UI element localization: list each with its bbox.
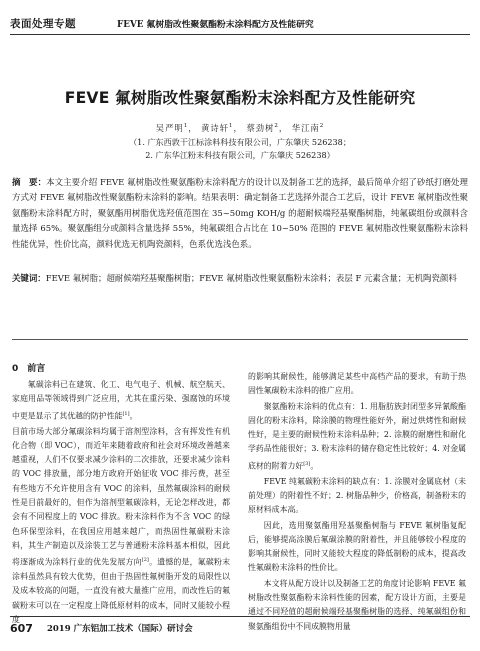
paragraph-text: 因此，选用聚氨酯用羟基聚酯树脂与 FEVE 氟树脂复配后，能够提高涂膜后氟碳涂膜的附着性，并且能够较小程度的影响其耐候性，同时又能较大程度的降低制粉的成本，提高改性氟碳粉末涂料的性价比。 bbox=[248, 520, 466, 573]
body-paragraph bbox=[12, 425, 230, 628]
paragraph-tail: 。 bbox=[310, 461, 319, 471]
paragraph-tail: 。遗憾的是，氟碳粉末涂料虽然具有较大优势，但由于热固性氟树脂开发的局限性以及成本较高的问题，一直没有被大量推广应用，而改性后的氟碳粉末可以在一定程度上降低原材料的成本，同时又能较小程度 bbox=[12, 557, 230, 624]
paragraph-tail: 。 bbox=[129, 411, 138, 421]
article-title: FEVE 氟树脂改性聚氨酯粉末涂料配方及性能研究 bbox=[64, 89, 416, 107]
paragraph-text: 目前市场大部分氟碳涂料均属于溶剂型涂料，含有挥发性有机化合物（即 VOC），而近年来随着政府和社会对环境改善越来越重视，人们不仅要求减少涂料的二次排放，还要求减少涂料的 VOC 排放量，部分地方政府开始征收 VOC 排污费，甚至有些地方不允许使用含有 VOC 的涂料，虽然氟碳涂料的耐候性是目前最好的，但作为溶剂型氟碳涂料，无论怎样改进，都会有不同程度上的 VOC 排放。粉末涂料作为不含 VOC 的绿色环保型涂料，在我国应用越来越广，而热固性氟碳粉末涂料，其生产制造以及涂装工艺与普通粉末涂料基本相似，因此将逐渐成为涂料行业的优先发展方向 bbox=[12, 426, 230, 567]
running-header bbox=[10, 15, 470, 35]
body-paragraph bbox=[248, 400, 466, 474]
author-affiliation-mark: 2 bbox=[274, 123, 279, 130]
header-article-title: FEVE 氟树脂改性聚氨酯粉末涂料配方及性能研究 bbox=[117, 20, 314, 30]
citation: [1] bbox=[122, 410, 130, 417]
author-affiliation-mark: 1 bbox=[183, 123, 189, 130]
keywords-text: FEVE 氟树脂；超耐候端羟基聚酯树脂；FEVE 氟树脂改性聚氨酯粉末涂料；表层 F 元素含量；无机陶瓷颜料 bbox=[45, 273, 457, 283]
paragraph-text: 的影响其耐候性，能够满足某些中高档产品的要求，有助于热固性氟碳粉末涂料的推广应用。 bbox=[248, 372, 466, 396]
author-name: 黄诗轩 bbox=[201, 123, 230, 133]
citation: [2] bbox=[141, 557, 149, 564]
journal-name: 2019 广东铝加工技术（国际）研讨会 bbox=[46, 624, 193, 634]
keywords bbox=[12, 271, 468, 286]
author-name: 吴严明 bbox=[155, 123, 184, 133]
paragraph-text: 本文将从配方设计以及制备工艺的角度讨论影响 FEVE 氟树脂改性聚氨酯粉末涂料性能的因素，配方设计方面，主要是通过不同羟值的超耐候端羟基聚酯树脂的选择、纯氟碳组份和聚氨酯组份中不同成膜物用量 bbox=[248, 578, 466, 631]
author-affiliation-mark: 1 bbox=[229, 123, 234, 130]
section-heading: 0 前言 bbox=[12, 364, 46, 374]
body-paragraph bbox=[248, 475, 466, 518]
abstract-text: 本文主要介绍 FEVE 氟树脂改性聚氨酯粉末涂料配方的设计以及制备工艺的选择，最后简单介绍了砂纸打磨处理方式对 FEVE 氟树脂改性聚氨酯粉末涂料的影响。结果表明：确定制备工艺选择外混合工艺后，设计 FEVE 氟树脂改性聚氨酯粉末涂料配方时，聚氨酯用树脂优选羟值范围在 35~50mg KOH/g 的超耐候端羟基聚酯树脂，纯氟碳组份或颜料含量选择 65%。聚氨酯组分或颜料含量选择 55%，纯氟碳组合占比在 10~50% 范围的 FEVE 氟树脂改性聚氨酯粉末涂料性能优异，性价比高，颜料优选无机陶瓷颜料，色系优选浅色系。 bbox=[12, 177, 468, 249]
body-paragraph bbox=[248, 519, 466, 576]
paragraph-text: 氟碳涂料已在建筑、化工、电气电子、机械、航空航天、家庭用品等领域得到广泛应用，尤其在重污染、强腐蚀的环境中更是显示了其优越的防护性能 bbox=[12, 380, 230, 421]
header-section-label: 表面处理专题 bbox=[10, 18, 76, 30]
body-paragraph bbox=[12, 378, 230, 424]
affiliation-line: （1. 广东西敦干江标涂料科技有限公司，广东肇庆 526238； bbox=[129, 137, 351, 147]
left-column bbox=[12, 378, 230, 628]
running-footer bbox=[10, 616, 470, 639]
affiliation-line: 2. 广东华江粉末科技有限公司，广东肇庆 526238） bbox=[145, 150, 335, 160]
paragraph-text: FEVE 纯氟碳粉末涂料的缺点有：1. 涂膜对金属底材（未前处理）的附着性不好；2. 树脂品种少，价格高，制备粉末的原材料成本高。 bbox=[248, 476, 466, 515]
body-paragraph bbox=[248, 370, 466, 399]
keywords-label: 关键词： bbox=[12, 273, 46, 283]
right-column bbox=[248, 370, 466, 635]
abstract bbox=[12, 175, 468, 252]
author-name: 蔡劲树 bbox=[246, 123, 275, 133]
author-affiliation-mark: 2 bbox=[319, 123, 325, 130]
citation: [3] bbox=[303, 460, 311, 467]
paragraph-text: 聚氨酯粉末涂料的优点有：1. 用脂肪族封闭型多异氰酸酯固化的粉末涂料，除涂膜的物理性能好外，耐过烘烤性和耐候性好，是主要的耐候性粉末涂料品种；2. 涂膜的耐磨性和耐化学药品性能很好；3. 粉末涂料的储存稳定性比较好；4. 对金属底材的附着力好 bbox=[248, 401, 466, 471]
section-divider bbox=[12, 339, 468, 340]
author-list: 吴严明$^1$， 黄诗轩$^1$， 蔡劲树$^2$， 华江南$^2$ bbox=[155, 123, 325, 133]
abstract-label: 摘 要： bbox=[12, 177, 47, 187]
page-number: 607 bbox=[10, 621, 33, 635]
author-name: 华江南 bbox=[291, 123, 320, 133]
